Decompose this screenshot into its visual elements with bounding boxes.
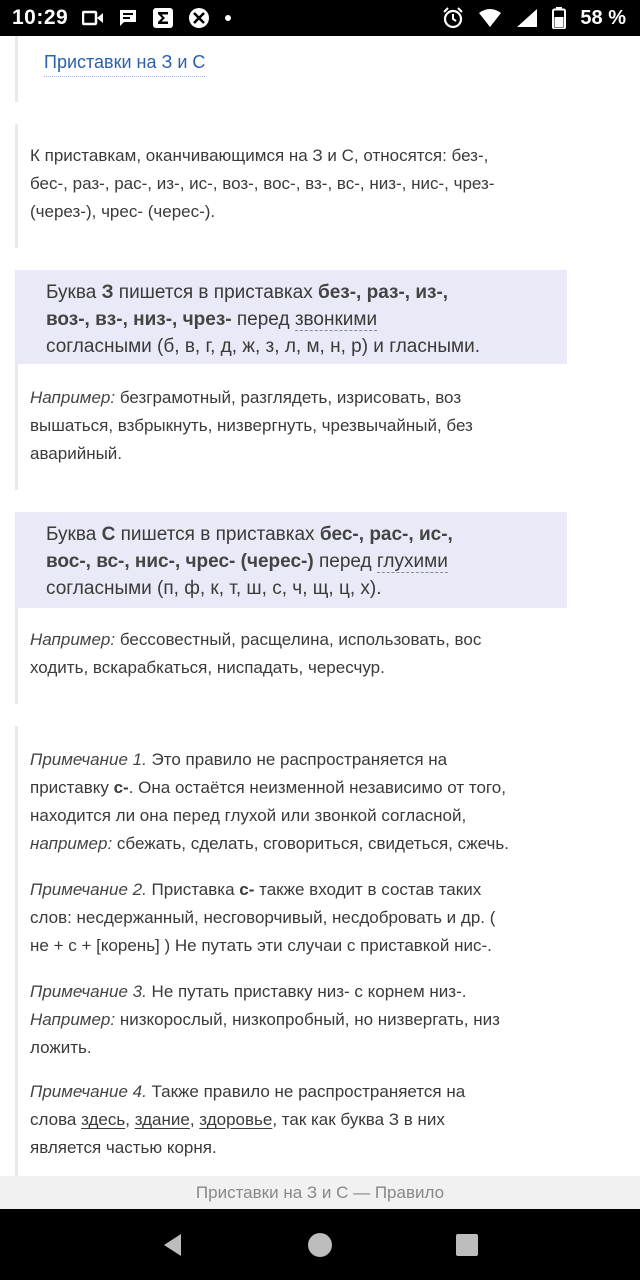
quote-bar: [15, 124, 18, 248]
note-3: Примечание 3. Не путать приставку низ- с корнем низ-. Например: низкорослый, низкопробный, но низвергать, низ ложить.: [30, 982, 500, 1057]
title-link[interactable]: Приставки на З и С: [44, 52, 205, 77]
back-button[interactable]: [143, 1215, 203, 1275]
status-time: 10:29: [12, 6, 69, 29]
letter-s: С: [101, 524, 116, 545]
no-sync-icon: [188, 7, 210, 29]
example-s: Например: бессовестный, расщелина, использовать, вос ходить, вскарабкаться, ниспадать, чересчур.: [30, 630, 482, 677]
word-zdanie[interactable]: здание: [134, 1110, 190, 1129]
intro-paragraph: К приставкам, оканчивающимся на З и С, относятся: без-, бес-, раз-, рас-, из-, ис-, воз-, вос-, вз-, вс-, низ-, нис-, чрез- (через-), чрес- (черес-).: [30, 146, 495, 221]
page-footer: [0, 1176, 640, 1209]
sigma-icon: [152, 7, 174, 29]
alarm-icon: [442, 7, 464, 29]
word-zdes[interactable]: здесь: [81, 1110, 126, 1129]
home-button[interactable]: [290, 1215, 350, 1275]
navigation-bar: [0, 1209, 640, 1280]
back-icon: [161, 1232, 185, 1258]
note-4: Примечание 4. Также правило не распространяется на слова здесь, здание, здоровье, так как буква З в них является частью корня.: [30, 1082, 466, 1157]
rule-s-box: Буква С пишется в приставках бес-, рас-, ис-, вос-, вс-, нис-, чрес- (черес-) перед глухими согласными (п, ф, к, т, ш, с, ч, щ, ц, х).: [16, 512, 567, 608]
rule-z-box: Буква З пишется в приставках без-, раз-, из-, воз-, вз-, низ-, чрез- перед звонкими согласными (б, в, г, д, ж, з, л, м, н, р) и гласными.: [16, 270, 567, 364]
battery-icon: [552, 7, 566, 29]
battery-percent: 58 %: [580, 6, 626, 29]
message-icon: [118, 8, 138, 28]
quote-bar: [15, 36, 18, 102]
note-2: Примечание 2. Приставка с- также входит в состав таких слов: несдержанный, несговорчивый, несдобровать и др. ( не + с + [корень] ) Не путать эти случаи с приставкой нис-.: [30, 880, 496, 955]
term-voiced[interactable]: звонкими: [294, 309, 378, 330]
quote-bar: [15, 726, 18, 1176]
term-voiceless[interactable]: глухими: [376, 551, 448, 572]
home-icon: [307, 1232, 333, 1258]
footer-title: Приставки на З и С — Правило: [195, 1182, 445, 1202]
dot-icon: [224, 14, 232, 22]
wifi-icon: [478, 8, 502, 28]
note-1: Примечание 1. Это правило не распространяется на приставку с-. Она остаётся неизменной независимо от того, находится ли она перед глухой или звонкой согласной, например: сбежать, сделать, сговориться, свидеться, сжечь.: [30, 750, 509, 853]
word-zdorovie[interactable]: здоровье: [199, 1110, 273, 1129]
video-icon: [82, 10, 104, 26]
recents-button[interactable]: [437, 1215, 497, 1275]
article-content[interactable]: [0, 36, 640, 1176]
example-z: Например: безграмотный, разглядеть, изрисовать, воз вышаться, взбрыкнуть, низвергнуть, чрезвычайный, без аварийный.: [30, 388, 473, 463]
signal-icon: [516, 8, 538, 28]
letter-z: З: [101, 282, 114, 303]
status-bar: [0, 0, 640, 36]
recents-icon: [455, 1233, 479, 1257]
